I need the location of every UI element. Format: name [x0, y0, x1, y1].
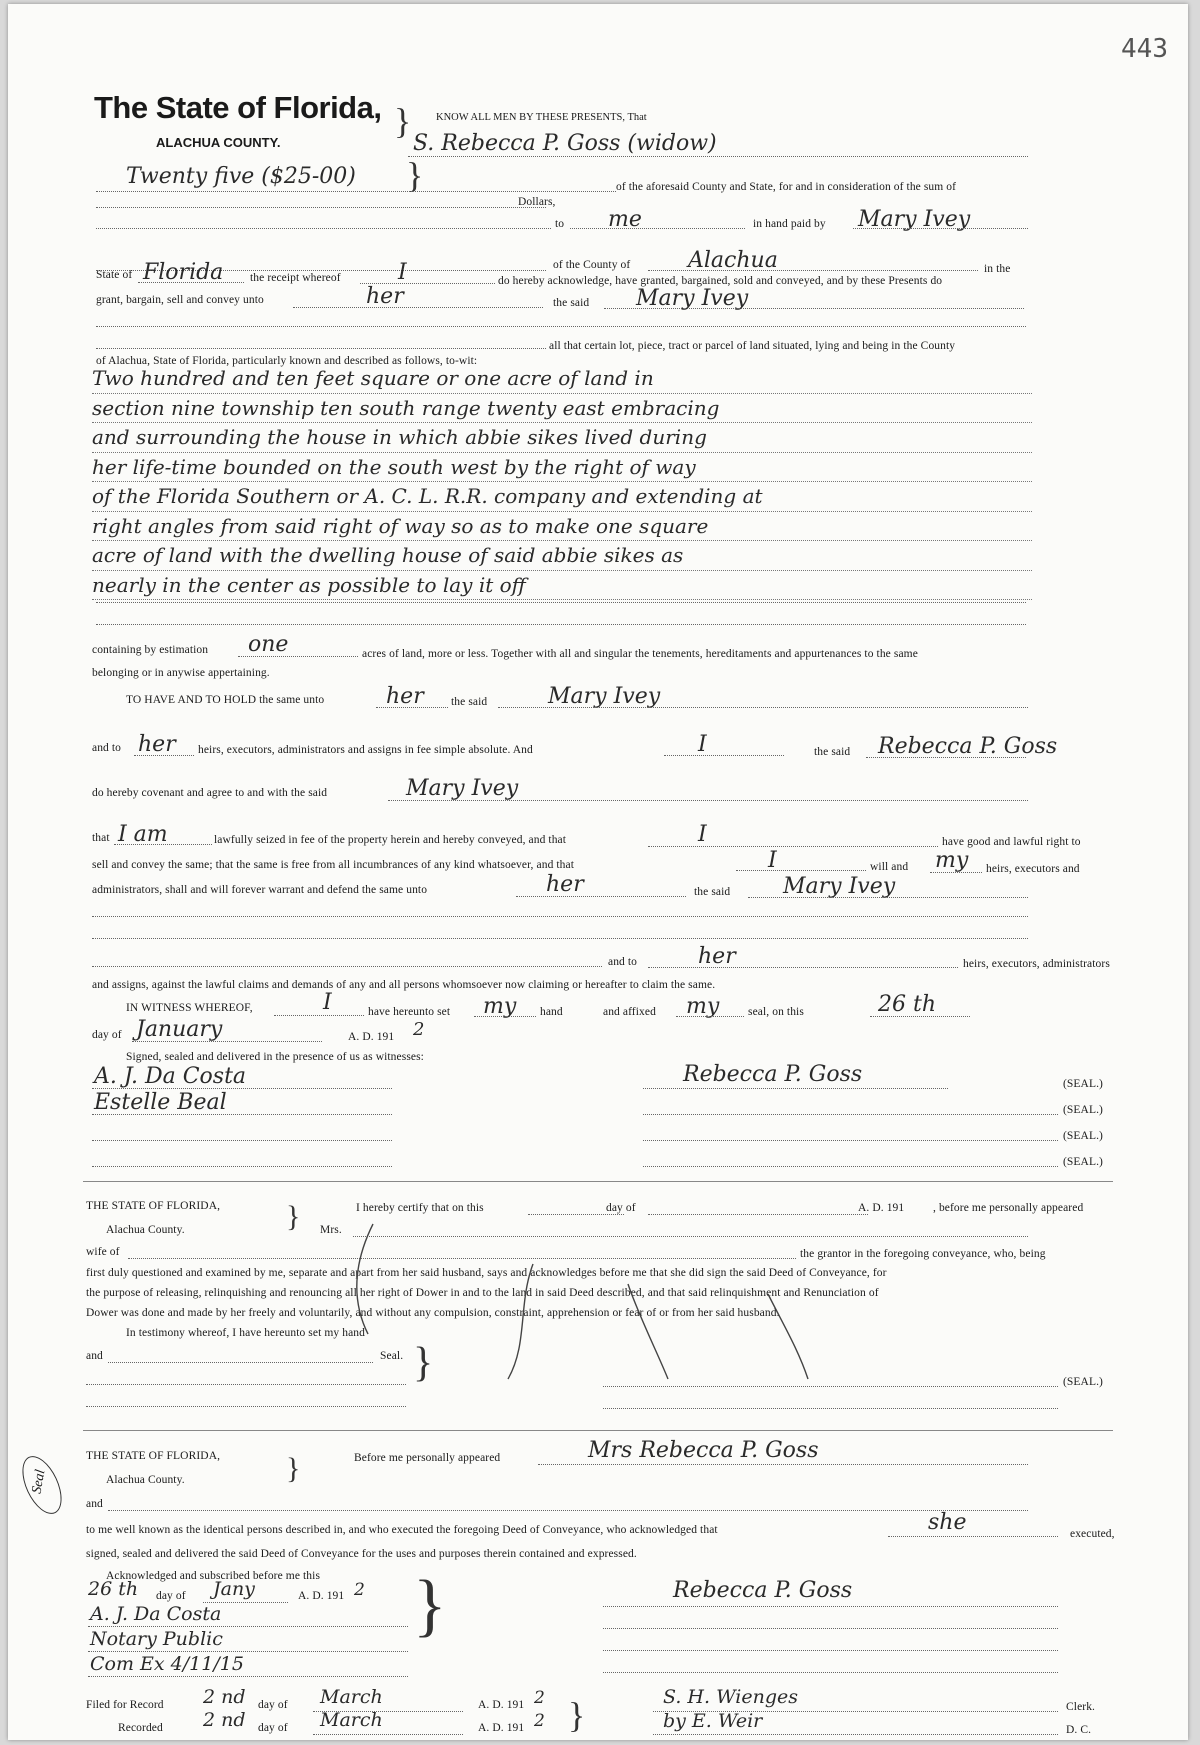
ack-signature: Rebecca P. Goss — [673, 1578, 853, 1603]
filed-month-handwritten: March — [320, 1686, 383, 1708]
witness-1-line — [92, 1088, 392, 1089]
receipt-label: the receipt whereof — [250, 272, 341, 284]
seal-label-1: (SEAL.) — [1063, 1078, 1103, 1090]
seal-label-2: (SEAL.) — [1063, 1104, 1103, 1116]
will-and-label: will and — [870, 861, 909, 873]
deed-page — [8, 4, 1188, 1740]
ack-appeared-handwritten: Mrs Rebecca P. Goss — [588, 1438, 819, 1463]
month-handwritten: January — [136, 1017, 223, 1042]
seized-handwritten: I — [698, 822, 707, 847]
grantee-line — [853, 228, 1028, 229]
rec-ad-label: A. D. 191 — [478, 1722, 525, 1734]
covenant-handwritten: Mary Ivey — [406, 776, 519, 801]
description-line: her life-time bounded on the south west by the right of way — [92, 453, 1032, 483]
ack-signed-text: signed, sealed and delivered the said Deed of Conveyance for the uses and purposes therein contained and expressed. — [86, 1548, 637, 1560]
covenant-line — [388, 800, 1028, 801]
ack-known-handwritten: she — [928, 1510, 967, 1535]
cancellation-marks — [328, 1194, 948, 1384]
dower-before-label: , before me personally appeared — [933, 1202, 1084, 1214]
notary-seal-text: Seal — [29, 1468, 49, 1495]
acres-line — [238, 656, 358, 657]
blank-line-1 — [96, 326, 1026, 327]
defend-handwritten: her — [546, 872, 584, 897]
have-handwritten: her — [386, 684, 424, 709]
witness-2-line — [92, 1114, 392, 1115]
month-line — [132, 1041, 322, 1042]
dower-line-b — [86, 1406, 406, 1407]
witness-handwritten: I — [323, 990, 332, 1015]
to-have-label: TO HAVE AND TO HOLD the same unto — [126, 694, 325, 706]
and-to-2-label: and to — [608, 956, 638, 968]
of-county-label: of the County of — [553, 259, 631, 271]
set-line — [474, 1016, 536, 1017]
notary-name-handwritten: A. J. Da Costa — [90, 1603, 222, 1625]
ack-known-text: to me well known as the identical persons described in, and who executed the foregoing Deed of Conveyance, who acknowledged that — [86, 1524, 718, 1536]
in-the-label: in the — [984, 263, 1011, 275]
notary-brace: } — [413, 1567, 447, 1644]
to-line — [570, 228, 745, 229]
notary-line-2 — [88, 1651, 408, 1652]
dower-sig-line-2 — [603, 1408, 1058, 1409]
description-line: and surrounding the house in which abbie sikes lived during — [92, 423, 1032, 453]
grantor-line — [408, 156, 1028, 157]
and-to-2-handwritten: her — [698, 944, 736, 969]
containing-label: containing by estimation — [92, 644, 209, 656]
year-handwritten: 2 — [413, 1019, 425, 1040]
ack-state: THE STATE OF FLORIDA, — [86, 1450, 221, 1462]
dower-and-label: and — [86, 1350, 103, 1362]
state-of-label: State of — [96, 269, 133, 281]
ack-brace: } — [286, 1452, 301, 1485]
defend-said-handwritten: Mary Ivey — [783, 874, 896, 899]
dower-line-a — [86, 1384, 406, 1385]
consideration-text: of the aforesaid County and State, for and in consideration of the sum of — [616, 181, 957, 193]
dower-wife-label: wife of — [86, 1246, 120, 1258]
rec-day-of-label: day of — [258, 1722, 288, 1734]
unto-line — [293, 307, 543, 308]
hand-label: hand — [540, 1006, 563, 1018]
ack-appeared-line — [538, 1464, 1028, 1465]
sig-line-4 — [643, 1166, 1058, 1167]
have-said-handwritten: Mary Ivey — [548, 684, 661, 709]
sell-handwritten: I — [768, 848, 777, 873]
notary-line-3 — [88, 1676, 408, 1677]
heirs-handwritten: her — [138, 732, 176, 757]
grantor-handwritten: S. Rebecca P. Goss (widow) — [413, 131, 717, 156]
filed-label: Filed for Record — [86, 1699, 164, 1711]
description-line: Two hundred and ten feet square or one acre of land in — [92, 364, 1032, 394]
section-divider-1 — [83, 1181, 1113, 1182]
to-line-lead — [96, 228, 551, 229]
grantee-handwritten: Mary Ivey — [858, 207, 971, 232]
receipt-handwritten: I — [398, 260, 407, 285]
and-line — [664, 755, 784, 756]
ack-sig-line-1 — [603, 1606, 1058, 1607]
defend-said-line — [748, 897, 1028, 898]
rec-month-line — [313, 1734, 463, 1735]
dower-ad-label: A. D. 191 — [858, 1202, 905, 1214]
sell-line — [736, 870, 866, 871]
to-handwritten: me — [608, 207, 642, 232]
grantor2-handwritten: Rebecca P. Goss — [878, 734, 1058, 759]
filed-ad-label: A. D. 191 — [478, 1699, 525, 1711]
dower-seal-label-end: (SEAL.) — [1063, 1376, 1103, 1388]
the-said-label: the said — [553, 297, 590, 309]
cancel-mark-4 — [768, 1294, 808, 1379]
blank-line-3 — [96, 624, 1026, 625]
that-label: that — [92, 832, 110, 844]
ack-day-of-label: day of — [156, 1590, 186, 1602]
dollars-label: Dollars, — [518, 196, 556, 208]
know-all-text: KNOW ALL MEN BY THESE PRESENTS, That — [436, 112, 647, 123]
grant-label: grant, bargain, sell and convey unto — [96, 294, 264, 306]
dc-signature: by E. Weir — [663, 1710, 763, 1732]
ad-label: A. D. 191 — [348, 1031, 395, 1043]
day-handwritten: 26 th — [878, 992, 936, 1017]
dower-grantor-text: the grantor in the foregoing conveyance, who, being — [800, 1248, 1046, 1260]
have-good-text: have good and lawful right to — [942, 836, 1081, 848]
ack-sig-line-2 — [603, 1628, 1058, 1629]
dower-county: Alachua County. — [106, 1224, 185, 1236]
seized-text: lawfully seized in fee of the property herein and hereby conveyed, and that — [214, 834, 567, 846]
ack-sig-line-4 — [603, 1672, 1058, 1673]
ack-acknowledged: Acknowledged and subscribed before me this — [106, 1570, 321, 1582]
state-handwritten: Florida — [143, 260, 224, 285]
ack-county: Alachua County. — [106, 1474, 185, 1486]
county-title: ALACHUA COUNTY. — [156, 135, 281, 150]
clerk-signature: S. H. Wienges — [663, 1686, 798, 1708]
set-handwritten: my — [483, 994, 517, 1019]
clerk-label: Clerk. — [1066, 1701, 1096, 1713]
filed-day-handwritten: 2 nd — [203, 1686, 246, 1708]
seal-on-label: seal, on this — [748, 1006, 804, 1018]
seal-label-3: (SEAL.) — [1063, 1130, 1103, 1142]
state-title: The State of Florida, — [94, 90, 382, 125]
and-to-2-line — [648, 967, 958, 968]
to-label: to — [555, 218, 565, 230]
grantor-signature: Rebecca P. Goss — [683, 1062, 863, 1087]
the-said-3-label: the said — [814, 746, 851, 758]
witness-1-handwritten: A. J. Da Costa — [94, 1064, 247, 1089]
notary-title-handwritten: Notary Public — [90, 1628, 223, 1650]
blank-line-5 — [92, 938, 1028, 939]
blank-line-2 — [96, 602, 1026, 603]
sell-text: sell and convey the same; that the same is free from all incumbrances of any kind whatsoever, and that — [92, 859, 575, 871]
ack-before-label: Before me personally appeared — [354, 1452, 501, 1464]
rec-day-handwritten: 2 nd — [203, 1709, 246, 1731]
dower-body-1: first duly questioned and examined by me, separate and apart from her said husband, says and acknowledges before me that she did sign the said Deed of Conveyance, for — [86, 1267, 887, 1279]
heirs-text: heirs, executors, administrators and assigns in fee simple absolute. And — [198, 744, 533, 756]
dollars-line — [96, 207, 546, 208]
ack-sig-line-3 — [603, 1650, 1058, 1651]
covenant-text: do hereby covenant and agree to and with the said — [92, 787, 328, 799]
state-line — [138, 282, 244, 283]
have-set-label: have hereunto set — [368, 1006, 451, 1018]
amount-line — [96, 191, 616, 192]
ack-and-line — [108, 1510, 1028, 1511]
the-said-4-label: the said — [694, 886, 731, 898]
have-said-label: the said — [451, 696, 488, 708]
belonging-text: belonging or in anywise appertaining. — [92, 667, 270, 679]
dower-mrs-label: Mrs. — [320, 1224, 342, 1236]
sig-line-2 — [643, 1114, 1058, 1115]
ack-and-label: and — [86, 1498, 103, 1510]
seal-label-4: (SEAL.) — [1063, 1156, 1103, 1168]
notary-line-1 — [88, 1626, 408, 1627]
said-line — [604, 308, 1024, 309]
notary-seal-stamp — [14, 1450, 69, 1520]
recorded-label: Recorded — [118, 1722, 163, 1734]
assigns-text: and assigns, against the lawful claims and demands of any and all persons whomsoever now claiming or hereafter to claim the same. — [92, 979, 716, 991]
dower-day-of-label: day of — [606, 1202, 636, 1214]
ack-executed-label: executed, — [1070, 1528, 1115, 1540]
dower-sig-line — [603, 1386, 1058, 1387]
cancel-mark-1 — [357, 1224, 373, 1334]
ack-month-handwritten: Jany — [213, 1578, 255, 1600]
dower-certify-label: I hereby certify that on this — [356, 1202, 484, 1214]
filing-brace: } — [568, 1695, 586, 1735]
page-number: 443 — [1121, 34, 1168, 64]
ack-ad-label: A. D. 191 — [298, 1590, 345, 1602]
dower-state: THE STATE OF FLORIDA, — [86, 1200, 221, 1212]
filed-year-handwritten: 2 — [534, 1688, 545, 1708]
defend-line — [516, 896, 686, 897]
witness-4-line — [92, 1166, 392, 1167]
ack-year-handwritten: 2 — [354, 1580, 365, 1600]
cancel-mark-3 — [628, 1284, 668, 1379]
amount-handwritten: Twenty five ($25-00) — [126, 164, 356, 189]
header-brace: } — [394, 101, 412, 141]
will-line — [930, 872, 982, 873]
acknowledge-text: do hereby acknowledge, have granted, bargained, sold and conveyed, and by these Presents do — [498, 275, 943, 287]
affixed-handwritten: my — [686, 994, 720, 1019]
admins-text: administrators, shall and will forever warrant and defend the same unto — [92, 884, 428, 896]
seized-line — [648, 846, 938, 847]
dc-label: D. C. — [1066, 1724, 1092, 1736]
rec-month-handwritten: March — [320, 1709, 383, 1731]
description-block — [92, 364, 1032, 600]
county-line — [648, 270, 978, 271]
acres-text: acres of land, more or less. Together with all and singular the tenements, hereditaments and appurtenances to the same — [362, 648, 918, 660]
county-handwritten: Alachua — [688, 248, 778, 273]
dc-line — [653, 1734, 1058, 1735]
dower-body-3: Dower was done and made by her freely and voluntarily, and without any compulsion, constraint, apprehension or fear of or from her said husband. — [86, 1307, 780, 1319]
paid-by-label: in hand paid by — [753, 218, 826, 230]
dower-seal-label: Seal. — [380, 1350, 404, 1362]
that-line — [114, 844, 212, 845]
have-line — [376, 707, 448, 708]
and-to-2-lead — [92, 966, 602, 967]
rec-year-handwritten: 2 — [534, 1711, 545, 1731]
day-line — [870, 1016, 970, 1017]
all-that-lead — [96, 348, 546, 349]
description-line: section nine township ten south range twenty east embracing — [92, 394, 1032, 424]
blank-line-4 — [92, 916, 1028, 917]
affixed-line — [676, 1016, 744, 1017]
all-that-text: all that certain lot, piece, tract or parcel of land situated, lying and being in the County — [549, 340, 956, 352]
amount-brace: } — [406, 155, 424, 195]
cancel-mark-2 — [508, 1264, 533, 1379]
of-alachua-text: of Alachua, State of Florida, particularly known and described as follows, to-wit: — [96, 355, 478, 367]
witness-2-handwritten: Estelle Beal — [94, 1090, 227, 1115]
affixed-label: and affixed — [603, 1006, 656, 1018]
ack-known-line — [888, 1536, 1058, 1537]
unto-handwritten: her — [366, 284, 404, 309]
heirs-3-text: heirs, executors, administrators — [963, 958, 1110, 970]
dower-testimony: In testimony whereof, I have hereunto set my hand — [126, 1327, 365, 1339]
ack-day-handwritten: 26 th — [88, 1578, 139, 1600]
section-divider-2 — [83, 1430, 1113, 1431]
description-line: of the Florida Southern or A. C. L. R.R. company and extending at — [92, 482, 1032, 512]
description-line: right angles from said right of way so as to make one square — [92, 512, 1032, 542]
signed-text: Signed, sealed and delivered in the presence of us as witnesses: — [126, 1051, 424, 1063]
and-handwritten: I — [698, 732, 707, 757]
sig-line-1 — [643, 1088, 948, 1089]
witness-line — [274, 1015, 364, 1016]
dower-body-2: the purpose of releasing, relinquishing and renouncing all her right of Dower in and to the land in said Deed described, and that said relinquishment and Renunciation of — [86, 1287, 879, 1299]
said-handwritten: Mary Ivey — [636, 286, 749, 311]
witness-label: IN WITNESS WHEREOF, — [126, 1002, 253, 1014]
sig-line-3 — [643, 1140, 1058, 1141]
dower-brace: } — [286, 1200, 301, 1233]
that-handwritten: I am — [118, 822, 168, 847]
dower-seal-brace: } — [413, 1340, 434, 1386]
grantor2-line — [866, 757, 1026, 758]
have-said-line — [498, 707, 1028, 708]
acres-handwritten: one — [248, 632, 289, 657]
witness-3-line — [92, 1140, 392, 1141]
filed-day-of-label: day of — [258, 1699, 288, 1711]
heirs-line — [134, 755, 194, 756]
heirs-2-text: heirs, executors and — [986, 863, 1080, 875]
and-to-label: and to — [92, 742, 122, 754]
notary-commission-handwritten: Com Ex 4/11/15 — [90, 1653, 244, 1675]
description-line: acre of land with the dwelling house of said abbie sikes as — [92, 541, 1032, 571]
description-line: nearly in the center as possible to lay it off — [92, 571, 1032, 601]
day-of-label: day of — [92, 1029, 122, 1041]
will-handwritten: my — [935, 848, 969, 873]
